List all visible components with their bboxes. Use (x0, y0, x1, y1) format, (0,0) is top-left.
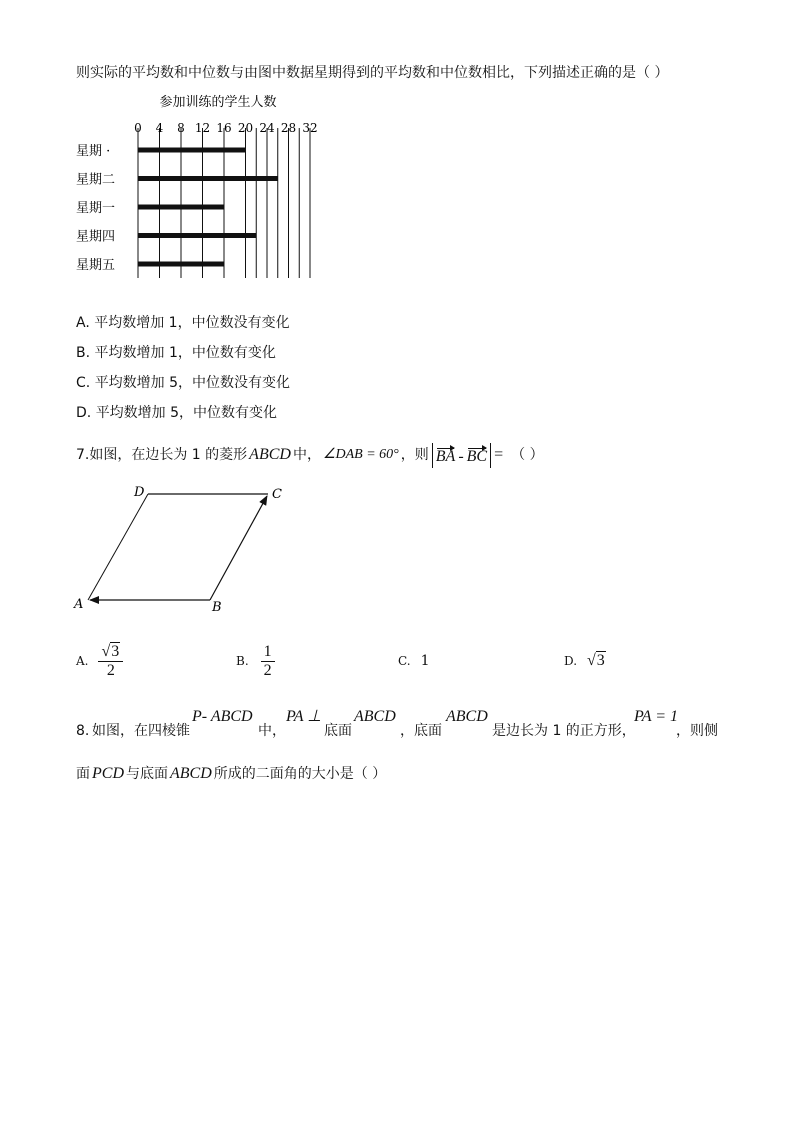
question-text: 所成的二面角的大小是（ ） (213, 766, 387, 782)
option-d (76, 404, 277, 422)
option-value: 1 (420, 653, 430, 669)
option-key: D. (564, 654, 578, 668)
option-text: 平均数增加 1，中位数有变化 (94, 345, 276, 361)
question-text: 如图，在边长为 1 的菱形 (89, 447, 248, 463)
x-tick-label: 20 (237, 121, 254, 135)
q7-option-c (398, 640, 430, 682)
question-intro: 则实际的平均数和中位数与由图中数据星期得到的平均数和中位数相比，下列描述正确的是（ ） (76, 65, 669, 81)
q7-option-d (564, 640, 606, 682)
category-label: 星期五 (76, 258, 116, 273)
pyramid-name: P- ABCD (192, 708, 253, 725)
minus-sign: - (458, 447, 464, 465)
question-text: 与底面 (126, 766, 168, 782)
category-label: 星期四 (76, 229, 116, 245)
question-text: 面 (76, 766, 90, 782)
base-name: ABCD (354, 708, 396, 725)
base-name: ABCD (170, 765, 212, 782)
sqrt-3: √3 (587, 652, 605, 669)
x-tick-label: 16 (216, 121, 232, 135)
option-a (76, 314, 290, 332)
angle-condition: ∠DAB = 60° (322, 447, 399, 462)
bar-星期五 (138, 262, 224, 267)
question-number: 7. (76, 447, 90, 463)
option-key: D. (76, 405, 92, 421)
x-tick-label: 28 (280, 121, 297, 135)
base-name: ABCD (446, 708, 488, 725)
category-label: 星期一 (76, 201, 116, 216)
vector-bc-arrow (210, 496, 267, 600)
question-number: 8. (76, 723, 90, 739)
question-text: ，则 (400, 447, 429, 463)
option-text: 平均数增加 5，中位数没有变化 (94, 375, 291, 391)
vector-bc: BC (466, 447, 488, 465)
option-key: C. (76, 375, 91, 391)
q7-option-a (76, 640, 123, 682)
vector-magnitude (432, 443, 491, 468)
category-label: 星期二 (76, 172, 116, 188)
x-tick-label: 4 (155, 121, 164, 135)
vertex-a-label: A (74, 597, 84, 612)
question-8-line-2 (76, 762, 386, 786)
option-key: A. (76, 654, 89, 668)
fraction-sqrt3-over-2 (98, 643, 123, 680)
numerator: √3 (101, 642, 120, 660)
numerator: 1 (263, 642, 272, 660)
q7-option-b (236, 640, 275, 682)
rhombus-figure (66, 480, 296, 615)
equals-sign: = (494, 446, 504, 463)
face-name: PCD (92, 765, 124, 782)
option-text: 平均数增加 5，中位数有变化 (95, 405, 278, 421)
vector-ba: BA (435, 447, 456, 465)
x-tick-label: 0 (134, 121, 142, 135)
option-b (76, 344, 276, 362)
answer-paren: （ ） (511, 447, 544, 463)
perpendicular-condition: PA ⊥ (286, 708, 322, 725)
option-key: A. (76, 315, 90, 331)
option-key: B. (236, 654, 249, 668)
x-tick-label: 8 (177, 121, 185, 135)
option-c (76, 374, 290, 392)
question-text: 是边长为 1 的正方形， (492, 723, 636, 739)
denominator: 2 (263, 661, 272, 679)
vertex-b-label: B (212, 600, 222, 615)
question-text: ，底面 (400, 723, 442, 739)
shape-name: ABCD (249, 446, 291, 463)
question-text: 如图，在四棱锥 (92, 723, 190, 739)
denominator: 2 (106, 661, 115, 679)
option-text: 平均数增加 1，中位数没有变化 (94, 315, 290, 331)
option-key: B. (76, 345, 91, 361)
edge-da (88, 494, 148, 600)
bar-星期二 (138, 176, 278, 181)
vertex-d-label: D (134, 485, 145, 500)
bar-星期四 (138, 233, 256, 238)
option-key: C. (398, 654, 411, 668)
fraction-1-over-2 (261, 643, 275, 680)
question-text: 底面 (324, 723, 352, 739)
question-text: ，则侧 (676, 723, 718, 739)
chart-title: 参加训练的学生人数 (159, 95, 277, 110)
question-text: 中， (258, 723, 286, 739)
question-text: 中， (292, 447, 321, 463)
x-tick-label: 32 (302, 121, 318, 135)
category-label: 星期 · (76, 144, 111, 159)
bar-星期一 (138, 148, 246, 153)
bar-星期三 (138, 205, 224, 210)
x-tick-label: 24 (259, 121, 275, 135)
bar-chart (60, 88, 350, 288)
length-condition: PA = 1 (634, 708, 678, 725)
x-tick-label: 12 (194, 121, 211, 135)
vertex-c-label: C (272, 487, 282, 502)
question-7 (76, 442, 544, 468)
